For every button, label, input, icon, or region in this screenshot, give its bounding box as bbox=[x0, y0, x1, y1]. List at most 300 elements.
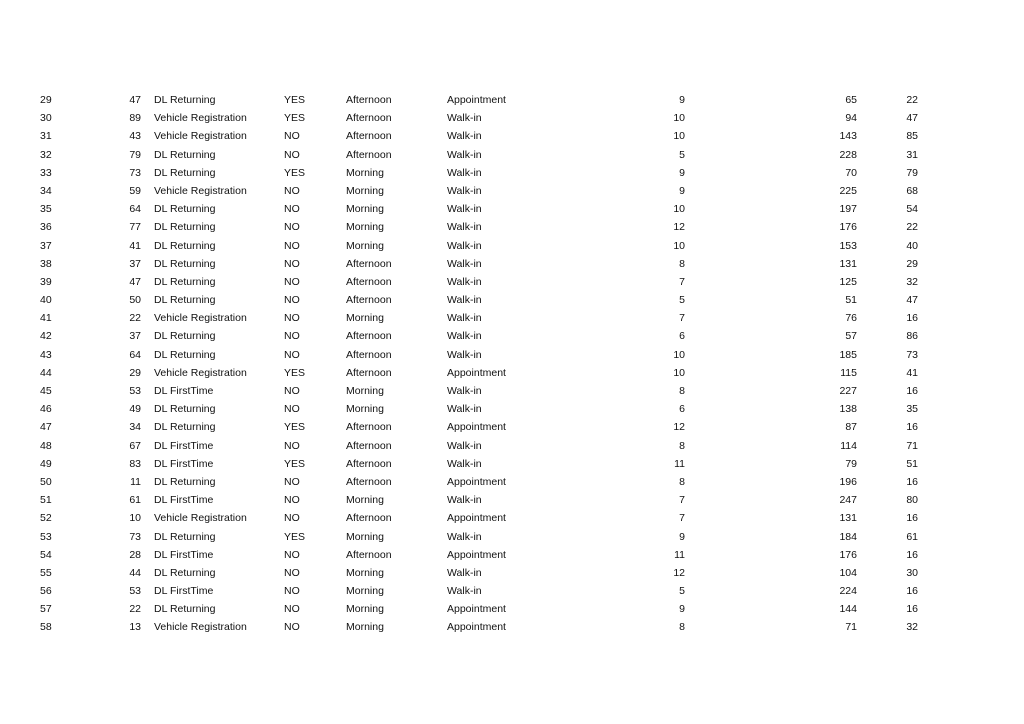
table-cell: 70 bbox=[845, 166, 857, 179]
table-cell: 34 bbox=[129, 421, 141, 434]
table-cell: 9 bbox=[679, 530, 685, 543]
table-cell: Walk-in bbox=[447, 275, 482, 288]
table-cell: 185 bbox=[839, 348, 857, 361]
table-row bbox=[0, 529, 1024, 547]
table-cell: 196 bbox=[839, 475, 857, 488]
table-cell: 71 bbox=[845, 621, 857, 634]
table-cell: Walk-in bbox=[447, 330, 482, 343]
table-cell: Morning bbox=[346, 184, 384, 197]
table-cell: Walk-in bbox=[447, 312, 482, 325]
table-cell: Afternoon bbox=[346, 366, 392, 379]
table-cell: DL Returning bbox=[154, 421, 216, 434]
table-cell: Afternoon bbox=[346, 130, 392, 143]
table-cell: 51 bbox=[845, 294, 857, 307]
table-cell: 9 bbox=[679, 184, 685, 197]
table-cell: 73 bbox=[906, 348, 918, 361]
table-cell: 10 bbox=[673, 130, 685, 143]
table-cell: Afternoon bbox=[346, 330, 392, 343]
table-cell: 8 bbox=[679, 257, 685, 270]
table-cell: 225 bbox=[839, 184, 857, 197]
table-cell: 49 bbox=[129, 403, 141, 416]
table-cell: 44 bbox=[129, 566, 141, 579]
table-cell: 10 bbox=[673, 366, 685, 379]
table-cell: 153 bbox=[839, 239, 857, 252]
table-cell: 16 bbox=[906, 421, 918, 434]
table-cell: Walk-in bbox=[447, 130, 482, 143]
table-cell: DL Returning bbox=[154, 403, 216, 416]
table-cell: YES bbox=[284, 166, 306, 179]
table-cell: 125 bbox=[839, 275, 857, 288]
table-cell: Morning bbox=[346, 203, 384, 216]
table-cell: 8 bbox=[679, 621, 685, 634]
table-cell: 56 bbox=[40, 585, 52, 598]
table-cell: 11 bbox=[674, 457, 685, 470]
table-cell: 73 bbox=[129, 530, 141, 543]
table-row bbox=[0, 365, 1024, 383]
table-cell: 7 bbox=[679, 494, 685, 507]
table-cell: Afternoon bbox=[346, 439, 392, 452]
table-row bbox=[0, 419, 1024, 437]
table-cell: 22 bbox=[129, 312, 141, 325]
table-row bbox=[0, 274, 1024, 292]
table-cell: 5 bbox=[679, 585, 685, 598]
table-cell: 12 bbox=[673, 566, 685, 579]
table-cell: NO bbox=[284, 312, 300, 325]
table-cell: NO bbox=[284, 494, 300, 507]
table-cell: Walk-in bbox=[447, 348, 482, 361]
table-cell: Walk-in bbox=[447, 112, 482, 125]
table-cell: 47 bbox=[906, 294, 918, 307]
table-cell: 22 bbox=[906, 94, 918, 106]
table-cell: 131 bbox=[839, 257, 857, 270]
table-row bbox=[0, 547, 1024, 565]
table-row bbox=[0, 110, 1024, 128]
table-cell: 89 bbox=[129, 112, 141, 125]
table-cell: Morning bbox=[346, 166, 384, 179]
table-cell: 41 bbox=[40, 312, 52, 325]
table-row bbox=[0, 492, 1024, 510]
table-cell: Walk-in bbox=[447, 385, 482, 397]
table-cell: Morning bbox=[346, 312, 384, 325]
table-cell: 35 bbox=[40, 203, 52, 216]
table-cell: 10 bbox=[673, 203, 685, 216]
table-cell: NO bbox=[284, 221, 300, 234]
table-cell: 64 bbox=[129, 348, 141, 361]
table-cell: Vehicle Registration bbox=[154, 366, 247, 379]
table-cell: DL Returning bbox=[154, 475, 216, 488]
table-cell: 11 bbox=[130, 475, 141, 488]
table-cell: Vehicle Registration bbox=[154, 621, 247, 634]
table-cell: 36 bbox=[40, 221, 52, 234]
table-cell: Walk-in bbox=[447, 203, 482, 216]
table-cell: Afternoon bbox=[346, 257, 392, 270]
table-cell: 28 bbox=[129, 548, 141, 561]
table-cell: 53 bbox=[40, 530, 52, 543]
table-cell: NO bbox=[284, 130, 300, 143]
table-cell: 16 bbox=[906, 512, 918, 525]
table-cell: Appointment bbox=[447, 603, 506, 616]
table-cell: DL Returning bbox=[154, 330, 216, 343]
table-cell: DL FirstTime bbox=[154, 385, 214, 397]
table-cell: 50 bbox=[129, 294, 141, 307]
table-cell: 7 bbox=[679, 512, 685, 525]
table-cell: 22 bbox=[906, 221, 918, 234]
table-cell: 46 bbox=[40, 403, 52, 416]
table-cell: Appointment bbox=[447, 548, 506, 561]
table-cell: NO bbox=[284, 348, 300, 361]
table-cell: 29 bbox=[906, 257, 918, 270]
table-cell: 22 bbox=[129, 603, 141, 616]
table-cell: Walk-in bbox=[447, 239, 482, 252]
table-cell: 37 bbox=[40, 239, 52, 252]
table-cell: Morning bbox=[346, 621, 384, 634]
table-cell: DL Returning bbox=[154, 348, 216, 361]
table-cell: Morning bbox=[346, 385, 384, 397]
table-cell: 50 bbox=[40, 475, 52, 488]
table-cell: 197 bbox=[839, 203, 857, 216]
table-row bbox=[0, 347, 1024, 365]
table-cell: Morning bbox=[346, 585, 384, 598]
table-cell: 144 bbox=[839, 603, 857, 616]
table-cell: NO bbox=[284, 275, 300, 288]
table-cell: 51 bbox=[906, 457, 918, 470]
table-cell: DL Returning bbox=[154, 275, 216, 288]
table-cell: 16 bbox=[906, 312, 918, 325]
table-cell: 85 bbox=[906, 130, 918, 143]
table-cell: DL Returning bbox=[154, 148, 216, 161]
table-cell: 49 bbox=[40, 457, 52, 470]
table-cell: 143 bbox=[839, 130, 857, 143]
table-cell: 48 bbox=[40, 439, 52, 452]
table-cell: 43 bbox=[40, 348, 52, 361]
table-cell: 79 bbox=[906, 166, 918, 179]
table-cell: Morning bbox=[346, 494, 384, 507]
table-cell: 32 bbox=[40, 148, 52, 161]
table-row bbox=[0, 383, 1024, 401]
table-cell: Morning bbox=[346, 603, 384, 616]
table-row bbox=[0, 128, 1024, 146]
table-cell: DL FirstTime bbox=[154, 585, 214, 598]
table-cell: 32 bbox=[906, 275, 918, 288]
table-cell: 47 bbox=[906, 112, 918, 125]
table-cell: 224 bbox=[839, 585, 857, 598]
table-cell: 55 bbox=[40, 566, 52, 579]
table-cell: 31 bbox=[40, 130, 52, 143]
table-cell: 53 bbox=[129, 385, 141, 397]
table-cell: 30 bbox=[906, 566, 918, 579]
table-cell: Walk-in bbox=[447, 439, 482, 452]
table-cell: 35 bbox=[906, 403, 918, 416]
table-cell: 86 bbox=[906, 330, 918, 343]
table-cell: NO bbox=[284, 330, 300, 343]
table-cell: 8 bbox=[679, 475, 685, 488]
table-cell: 65 bbox=[845, 94, 857, 106]
table-cell: 10 bbox=[129, 512, 141, 525]
table-cell: 67 bbox=[129, 439, 141, 452]
table-cell: 16 bbox=[906, 548, 918, 561]
table-cell: 12 bbox=[673, 421, 685, 434]
table-row bbox=[0, 401, 1024, 419]
table-cell: 47 bbox=[129, 275, 141, 288]
table-row bbox=[0, 438, 1024, 456]
table-cell: 42 bbox=[40, 330, 52, 343]
table-cell: Afternoon bbox=[346, 275, 392, 288]
table-cell: 11 bbox=[674, 548, 685, 561]
table-cell: YES bbox=[284, 112, 306, 125]
table-cell: NO bbox=[284, 603, 300, 616]
table-cell: DL Returning bbox=[154, 166, 216, 179]
table-row bbox=[0, 456, 1024, 474]
table-cell: 6 bbox=[679, 403, 685, 416]
table-cell: 29 bbox=[129, 366, 141, 379]
table-cell: 8 bbox=[679, 439, 685, 452]
table-cell: Appointment bbox=[447, 475, 506, 488]
table-cell: Appointment bbox=[447, 366, 506, 379]
table-cell: Vehicle Registration bbox=[154, 112, 247, 125]
table-cell: 32 bbox=[906, 621, 918, 634]
table-cell: 16 bbox=[906, 475, 918, 488]
table-cell: 83 bbox=[129, 457, 141, 470]
table-row bbox=[0, 292, 1024, 310]
table-cell: 38 bbox=[40, 257, 52, 270]
table-cell: Afternoon bbox=[346, 475, 392, 488]
table-cell: 5 bbox=[679, 148, 685, 161]
table-cell: NO bbox=[284, 512, 300, 525]
table-cell: 16 bbox=[906, 385, 918, 397]
table-cell: 58 bbox=[40, 621, 52, 634]
table-cell: Walk-in bbox=[447, 494, 482, 507]
table-cell: 176 bbox=[839, 548, 857, 561]
table-cell: 228 bbox=[839, 148, 857, 161]
table-cell: 39 bbox=[40, 275, 52, 288]
table-cell: 13 bbox=[129, 621, 141, 634]
table-cell: Vehicle Registration bbox=[154, 184, 247, 197]
table-cell: 87 bbox=[845, 421, 857, 434]
table-cell: 6 bbox=[679, 330, 685, 343]
table-cell: 104 bbox=[839, 566, 857, 579]
table-row bbox=[0, 201, 1024, 219]
table-cell: 61 bbox=[906, 530, 918, 543]
table-cell: 54 bbox=[40, 548, 52, 561]
table-cell: NO bbox=[284, 475, 300, 488]
table-cell: Morning bbox=[346, 403, 384, 416]
table-cell: DL FirstTime bbox=[154, 494, 214, 507]
table-cell: 52 bbox=[40, 512, 52, 525]
table-cell: 12 bbox=[673, 221, 685, 234]
table-cell: Afternoon bbox=[346, 112, 392, 125]
table-cell: 76 bbox=[845, 312, 857, 325]
table-cell: 79 bbox=[845, 457, 857, 470]
table-cell: NO bbox=[284, 257, 300, 270]
table-cell: Afternoon bbox=[346, 348, 392, 361]
table-cell: NO bbox=[284, 439, 300, 452]
table-cell: Walk-in bbox=[447, 148, 482, 161]
table-cell: DL Returning bbox=[154, 530, 216, 543]
table-cell: Walk-in bbox=[447, 403, 482, 416]
table-cell: 61 bbox=[129, 494, 141, 507]
table-row bbox=[0, 147, 1024, 165]
table-cell: Afternoon bbox=[346, 457, 392, 470]
table-cell: DL Returning bbox=[154, 603, 216, 616]
table-cell: 247 bbox=[839, 494, 857, 507]
table-cell: DL FirstTime bbox=[154, 457, 214, 470]
table-cell: Appointment bbox=[447, 94, 506, 106]
table-cell: 47 bbox=[129, 94, 141, 106]
table-cell: Walk-in bbox=[447, 457, 482, 470]
table-row bbox=[0, 238, 1024, 256]
table-cell: DL Returning bbox=[154, 294, 216, 307]
table-cell: NO bbox=[284, 548, 300, 561]
table-cell: Morning bbox=[346, 530, 384, 543]
table-cell: 51 bbox=[40, 494, 52, 507]
table-cell: 30 bbox=[40, 112, 52, 125]
table-row bbox=[0, 474, 1024, 492]
table-cell: DL Returning bbox=[154, 566, 216, 579]
table-cell: NO bbox=[284, 239, 300, 252]
table-row bbox=[0, 165, 1024, 183]
table-cell: Afternoon bbox=[346, 94, 392, 106]
table-cell: 40 bbox=[906, 239, 918, 252]
table-cell: Afternoon bbox=[346, 512, 392, 525]
table-cell: 68 bbox=[906, 184, 918, 197]
table-cell: 8 bbox=[679, 385, 685, 397]
table-cell: Walk-in bbox=[447, 530, 482, 543]
table-cell: NO bbox=[284, 148, 300, 161]
table-cell: NO bbox=[284, 566, 300, 579]
table-cell: NO bbox=[284, 385, 300, 397]
table-cell: DL Returning bbox=[154, 257, 216, 270]
table-cell: YES bbox=[284, 94, 306, 106]
table-row bbox=[0, 601, 1024, 619]
table-cell: 114 bbox=[840, 439, 857, 452]
table-cell: DL Returning bbox=[154, 239, 216, 252]
table-row bbox=[0, 565, 1024, 583]
table-cell: Afternoon bbox=[346, 148, 392, 161]
table-cell: YES bbox=[284, 421, 306, 434]
table-cell: 79 bbox=[129, 148, 141, 161]
table-cell: NO bbox=[284, 203, 300, 216]
table-cell: 71 bbox=[906, 439, 918, 452]
table-cell: YES bbox=[284, 366, 306, 379]
table-cell: DL Returning bbox=[154, 94, 216, 106]
table-cell: 37 bbox=[129, 257, 141, 270]
table-cell: 29 bbox=[40, 94, 52, 106]
table-cell: DL FirstTime bbox=[154, 548, 214, 561]
table-cell: DL FirstTime bbox=[154, 439, 214, 452]
table-row bbox=[0, 310, 1024, 328]
table-cell: 184 bbox=[839, 530, 857, 543]
table-row bbox=[0, 510, 1024, 528]
table-cell: Afternoon bbox=[346, 294, 392, 307]
table-cell: 176 bbox=[839, 221, 857, 234]
table-cell: 7 bbox=[679, 312, 685, 325]
table-cell: NO bbox=[284, 621, 300, 634]
table-cell: Walk-in bbox=[447, 184, 482, 197]
table-cell: DL Returning bbox=[154, 203, 216, 216]
table-cell: Walk-in bbox=[447, 294, 482, 307]
table-cell: NO bbox=[284, 294, 300, 307]
table-cell: 54 bbox=[906, 203, 918, 216]
table-row bbox=[0, 92, 1024, 110]
table-cell: 47 bbox=[40, 421, 52, 434]
table-cell: 64 bbox=[129, 203, 141, 216]
table-cell: Morning bbox=[346, 239, 384, 252]
table-cell: 80 bbox=[906, 494, 918, 507]
table-cell: 57 bbox=[40, 603, 52, 616]
table-cell: Vehicle Registration bbox=[154, 130, 247, 143]
table-cell: 10 bbox=[673, 348, 685, 361]
table-cell: Appointment bbox=[447, 421, 506, 434]
table-cell: NO bbox=[284, 585, 300, 598]
table-cell: 77 bbox=[129, 221, 141, 234]
table-row bbox=[0, 619, 1024, 637]
table-cell: 40 bbox=[40, 294, 52, 307]
table-cell: 9 bbox=[679, 166, 685, 179]
table-cell: 10 bbox=[673, 112, 685, 125]
table-cell: Walk-in bbox=[447, 566, 482, 579]
table-cell: 9 bbox=[679, 94, 685, 106]
table-cell: 138 bbox=[839, 403, 857, 416]
table-cell: Walk-in bbox=[447, 257, 482, 270]
table-cell: 43 bbox=[129, 130, 141, 143]
table-cell: 57 bbox=[845, 330, 857, 343]
table-cell: 34 bbox=[40, 184, 52, 197]
table-cell: Afternoon bbox=[346, 421, 392, 434]
table-cell: 41 bbox=[129, 239, 141, 252]
table-cell: Afternoon bbox=[346, 548, 392, 561]
table-cell: 53 bbox=[129, 585, 141, 598]
table-cell: 45 bbox=[40, 385, 52, 397]
table-row bbox=[0, 183, 1024, 201]
table-cell: NO bbox=[284, 403, 300, 416]
table-cell: 33 bbox=[40, 166, 52, 179]
table-cell: 94 bbox=[845, 112, 857, 125]
table-cell: 31 bbox=[906, 148, 918, 161]
table-row bbox=[0, 583, 1024, 601]
table-cell: 44 bbox=[40, 366, 52, 379]
table-cell: 16 bbox=[906, 603, 918, 616]
table-cell: NO bbox=[284, 184, 300, 197]
table-row bbox=[0, 328, 1024, 346]
data-table bbox=[0, 92, 1024, 638]
table-cell: Morning bbox=[346, 221, 384, 234]
table-cell: 5 bbox=[679, 294, 685, 307]
table-cell: 73 bbox=[129, 166, 141, 179]
table-cell: YES bbox=[284, 530, 306, 543]
table-cell: Appointment bbox=[447, 621, 506, 634]
table-cell: 9 bbox=[679, 603, 685, 616]
table-cell: 131 bbox=[839, 512, 857, 525]
table-cell: 41 bbox=[906, 366, 918, 379]
table-cell: 227 bbox=[839, 385, 857, 397]
table-cell: 37 bbox=[129, 330, 141, 343]
table-cell: Walk-in bbox=[447, 166, 482, 179]
table-cell: 7 bbox=[679, 275, 685, 288]
table-cell: 10 bbox=[673, 239, 685, 252]
table-row bbox=[0, 256, 1024, 274]
table-cell: YES bbox=[284, 457, 306, 470]
table-row bbox=[0, 219, 1024, 237]
table-cell: 115 bbox=[840, 366, 857, 379]
table-cell: 59 bbox=[129, 184, 141, 197]
table-cell: Morning bbox=[346, 566, 384, 579]
table-cell: Appointment bbox=[447, 512, 506, 525]
table-cell: Walk-in bbox=[447, 585, 482, 598]
table-cell: Walk-in bbox=[447, 221, 482, 234]
table-cell: Vehicle Registration bbox=[154, 312, 247, 325]
table-cell: Vehicle Registration bbox=[154, 512, 247, 525]
table-cell: 16 bbox=[906, 585, 918, 598]
